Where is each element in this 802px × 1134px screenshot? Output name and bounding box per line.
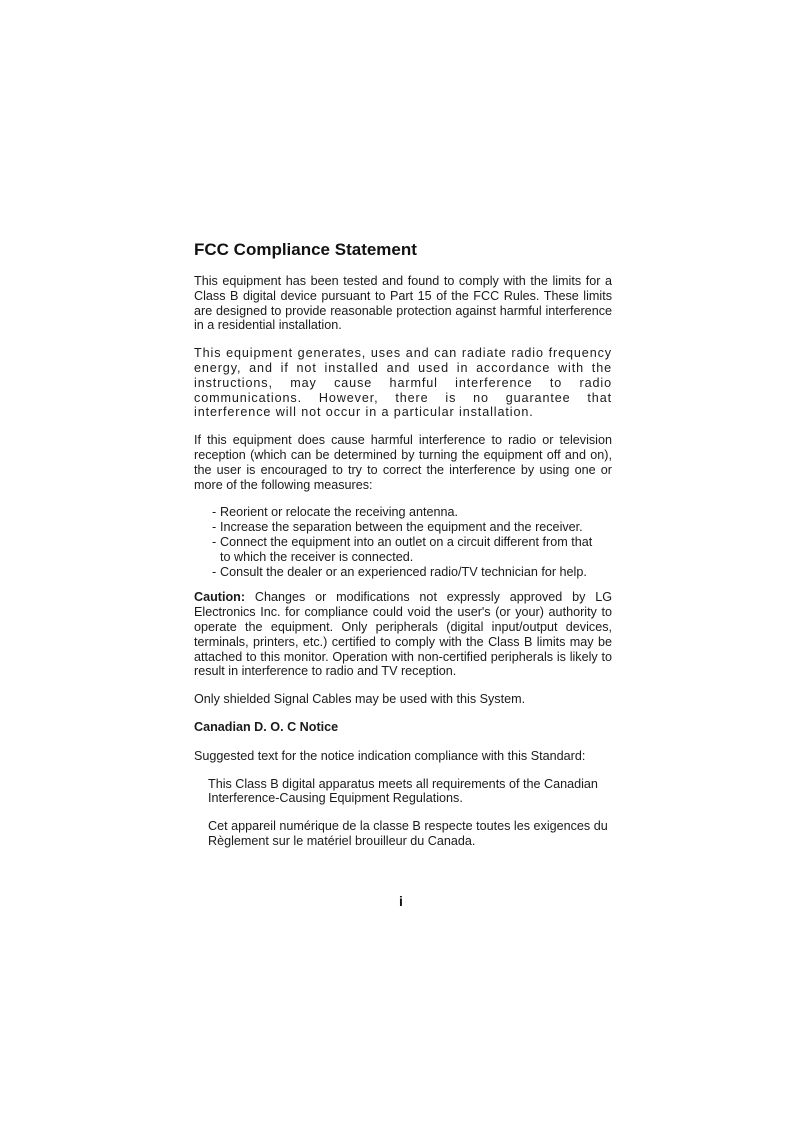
dash-bullet-icon: -	[212, 534, 217, 549]
page-title: FCC Compliance Statement	[194, 240, 417, 259]
caution-text: Changes or modifications not expressly approved by LG Electronics Inc. for compliance could void the user's (or your) authority to operate the equipment. Only peripherals (digital input/output devices, terminals, printers, etc.) certified to comply with the Class B limits may be attached to this monitor. Operation with non-certified peripherals is likely to result in interference to radio and TV reception.	[194, 590, 612, 679]
document-page	[194, 240, 612, 862]
list-item	[212, 520, 604, 535]
canadian-english-notice: This Class B digital apparatus meets all requirements of the Canadian Interference-Causing Equipment Regulations.	[208, 776, 598, 806]
canadian-french-notice: Cet appareil numérique de la classe B respecte toutes les exigences du Règlement sur le matériel brouilleur du Canada.	[208, 819, 608, 848]
measures-list	[212, 505, 604, 579]
list-item-text: Connect the equipment into an outlet on a circuit different from that to which the receiver is connected.	[220, 534, 593, 564]
dash-bullet-icon: -	[212, 564, 217, 579]
list-item-text: Consult the dealer or an experienced radio/TV technician for help.	[220, 564, 587, 579]
list-item-text: Reorient or relocate the receiving antenna.	[220, 505, 459, 520]
list-item	[212, 565, 604, 580]
paragraph-radiation: This equipment generates, uses and can radiate radio frequency energy, and if not installed and used in accordance with the instructions, may cause harmful interference to radio communications. However, there is no guarantee that interference will not occur in a particular installation.	[194, 346, 612, 420]
list-item	[212, 535, 604, 565]
list-item-text: Increase the separation between the equipment and the receiver.	[220, 520, 583, 535]
dash-bullet-icon: -	[212, 505, 217, 520]
shielded-cables-note: Only shielded Signal Cables may be used with this System.	[194, 692, 526, 707]
paragraph-compliance: This equipment has been tested and found to comply with the limits for a Class B digital device pursuant to Part 15 of the FCC Rules. These limits are designed to provide reasonable protection against harmful interference in a residential installation.	[194, 274, 612, 333]
canadian-intro: Suggested text for the notice indication compliance with this Standard:	[194, 748, 586, 763]
caution-label: Caution:	[194, 590, 246, 605]
caution-paragraph	[194, 590, 612, 679]
list-item	[212, 505, 604, 520]
paragraph-interference: If this equipment does cause harmful interference to radio or television reception (which can be determined by turning the equipment off and on), the user is encouraged to try to correct the interference by using one or more of the following measures:	[194, 433, 612, 492]
dash-bullet-icon: -	[212, 520, 217, 535]
canadian-heading: Canadian D. O. C Notice	[194, 719, 339, 734]
page-number: i	[399, 893, 403, 909]
